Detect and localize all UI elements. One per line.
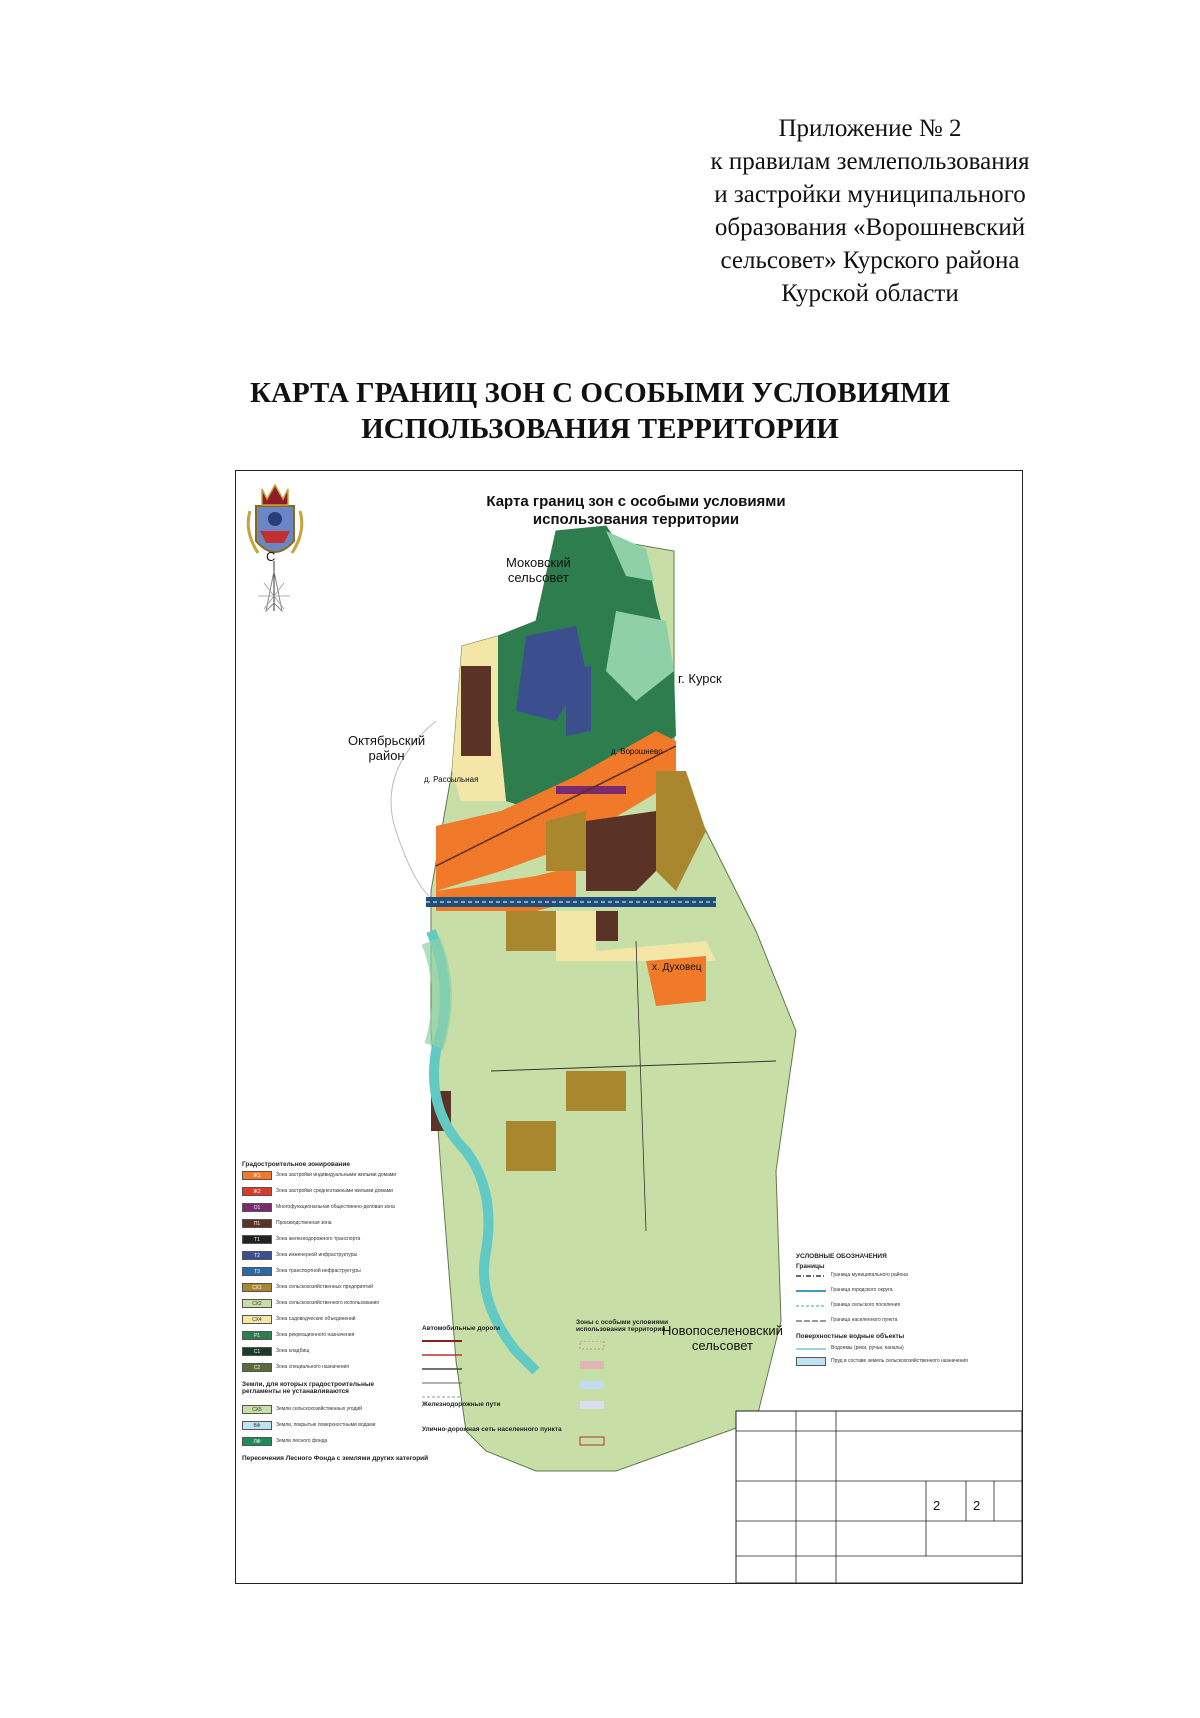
legend-item-text: Зона транспортной инфраструктуры bbox=[276, 1268, 361, 1274]
zone-public-business bbox=[556, 786, 626, 794]
legend-swatch: ЛФ bbox=[242, 1437, 272, 1446]
north-arrow-icon bbox=[258, 561, 290, 611]
appendix-note bbox=[600, 112, 1140, 310]
place-label-line: Моковский bbox=[506, 555, 571, 570]
legend-swatch: Т2 bbox=[242, 1251, 272, 1260]
legend-border-item: Граница городского округа bbox=[831, 1287, 893, 1293]
appendix-line: Приложение № 2 bbox=[778, 115, 962, 142]
legend-water-heading: Поверхностные водные объекты bbox=[796, 1333, 905, 1340]
legend-swatch: СХ1 bbox=[242, 1283, 272, 1292]
legend-item-text: Зона сельскохозяйственного использования bbox=[276, 1300, 380, 1306]
legend-swatch: П1 bbox=[242, 1219, 272, 1228]
legend-item-text: Зона инженерной инфраструктуры bbox=[276, 1252, 358, 1258]
place-label-line: Октябрьский bbox=[348, 733, 426, 748]
legend-road-symbols bbox=[422, 1337, 462, 1427]
legend-borders-heading: Границы bbox=[796, 1263, 825, 1270]
document-title-line-2: ИСПОЛЬЗОВАНИЯ ТЕРРИТОРИИ bbox=[361, 413, 839, 445]
legend-forest-heading: Пересечения Лесного Фонда с землями других категорий bbox=[242, 1455, 429, 1462]
place-label-line: район bbox=[368, 748, 405, 763]
legend-swatch-pond bbox=[796, 1357, 826, 1366]
legend-item-text: Зона специального назначения bbox=[276, 1364, 349, 1370]
place-label-mokovsky bbox=[506, 555, 571, 585]
legend-zoning-heading: Градостроительное зонирование bbox=[242, 1161, 350, 1168]
coat-of-arms-icon bbox=[248, 485, 302, 553]
legend-item-text: Зона застройки индивидуальными жилыми домами bbox=[276, 1172, 397, 1178]
legend-item-text: Зона застройки среднеэтажными жилыми домами bbox=[276, 1188, 393, 1194]
zone-transport-infrastructure bbox=[566, 666, 591, 736]
legend-swatch: С1 bbox=[242, 1347, 272, 1356]
appendix-line: и застройки муниципального bbox=[714, 181, 1026, 208]
zone-agricultural-enterprises bbox=[506, 1121, 556, 1171]
legend-special-zones-heading: Зоны с особыми условиями использования территории bbox=[576, 1319, 669, 1333]
legend-item-text: Многофункциональная общественно-деловая зона bbox=[276, 1204, 395, 1210]
legend-rail-heading: Железнодорожные пути bbox=[422, 1401, 501, 1408]
place-label-kursk: г. Курск bbox=[678, 671, 722, 686]
legend-swatch: СХ5 bbox=[242, 1405, 272, 1414]
place-label-line: сельсовет bbox=[691, 1338, 753, 1353]
legend-swatch: Т3 bbox=[242, 1267, 272, 1276]
legend-item-text: Зона рекреационного назначения bbox=[276, 1332, 355, 1338]
legend-item-text: Земли лесного фонда bbox=[276, 1438, 328, 1444]
legend-border-item: Граница сельского поселения bbox=[831, 1302, 901, 1308]
legend-item-text: Производственная зона bbox=[276, 1220, 332, 1226]
legend-item-text: Зона садоводческих объединений bbox=[276, 1316, 356, 1322]
title-block-stamp bbox=[736, 1411, 1022, 1583]
zone-agricultural-enterprises bbox=[546, 811, 586, 871]
legend-swatch: С2 bbox=[242, 1363, 272, 1372]
appendix-line: сельсовет» Курского района bbox=[720, 247, 1020, 274]
legend-no-regulation-heading: Земли, для которых градостроительные регламенты не устанавливаются bbox=[242, 1381, 375, 1395]
legend-border-item: Граница населенного пункта bbox=[831, 1317, 898, 1323]
legend-swatch: О1 bbox=[242, 1203, 272, 1212]
legend-swatch: СХ2 bbox=[242, 1299, 272, 1308]
legend-water-item: Водоемы (реки, ручьи, каналы) bbox=[831, 1345, 904, 1351]
legend-item-text: Земли сельскохозяйственных угодий bbox=[276, 1406, 362, 1412]
map-title bbox=[416, 493, 856, 529]
appendix-line: к правилам землепользования bbox=[710, 148, 1030, 175]
legend-border-item: Граница муниципального района bbox=[831, 1272, 908, 1278]
place-label-line: сельсовет bbox=[507, 570, 569, 585]
map-sheet bbox=[235, 470, 1023, 1584]
river bbox=[431, 941, 442, 1046]
north-letter: С bbox=[266, 549, 276, 564]
place-label-line: Новопоселеновский bbox=[662, 1323, 783, 1338]
legend-swatch: Т1 bbox=[242, 1235, 272, 1244]
place-label-voroshnevo: д. Ворошнево bbox=[611, 747, 663, 756]
appendix-line: образования «Ворошневский bbox=[714, 214, 1026, 241]
map-title-line-2: использования территории bbox=[532, 511, 740, 528]
appendix-line: Курской области bbox=[781, 280, 959, 307]
stamp-sheet-number: 2 bbox=[933, 1498, 941, 1513]
stamp-sheets-total: 2 bbox=[973, 1498, 981, 1513]
legend-item-text: Зона кладбищ bbox=[276, 1348, 310, 1354]
zone-agricultural-enterprises bbox=[566, 1071, 626, 1111]
place-label-dukhovets: х. Духовец bbox=[652, 962, 702, 973]
legend-roads-heading: Автомобильные дороги bbox=[422, 1325, 501, 1332]
legend-swatch: ВФ bbox=[242, 1421, 272, 1430]
legend-swatch: Ж1 bbox=[242, 1171, 272, 1180]
legend-swatch: СХ4 bbox=[242, 1315, 272, 1324]
legend-item-text: Зона железнодорожного транспорта bbox=[276, 1236, 361, 1242]
map-title-line-1: Карта границ зон с особыми условиями bbox=[486, 493, 786, 510]
legend-border-symbols bbox=[796, 1271, 836, 1361]
legend-water-item: Пруд в составе земель сельскохозяйственного назначения bbox=[831, 1358, 968, 1364]
legend-item-text: Земли, покрытые поверхностными водами bbox=[276, 1422, 376, 1428]
legend-swatch: Р1 bbox=[242, 1331, 272, 1340]
legend-special-zone-symbols bbox=[576, 1341, 616, 1451]
place-label-rassylnaya: д. Рассыльная bbox=[424, 775, 479, 784]
legend-item-text: Зона сельскохозяйственных предприятий bbox=[276, 1284, 373, 1290]
legend-swatch: Ж2 bbox=[242, 1187, 272, 1196]
place-label-oktyabrsky bbox=[348, 733, 425, 763]
zone-agricultural-enterprises bbox=[506, 911, 556, 951]
legend-conventions-heading: УСЛОВНЫЕ ОБОЗНАЧЕНИЯ bbox=[796, 1253, 887, 1260]
zone-industrial bbox=[461, 666, 491, 756]
document-title-line-1: КАРТА ГРАНИЦ ЗОН С ОСОБЫМИ УСЛОВИЯМИ bbox=[250, 377, 950, 409]
zone-industrial bbox=[596, 911, 618, 941]
legend-street-heading: Улично-дорожная сеть населенного пункта bbox=[422, 1426, 562, 1433]
map-canvas bbox=[236, 471, 1022, 1583]
